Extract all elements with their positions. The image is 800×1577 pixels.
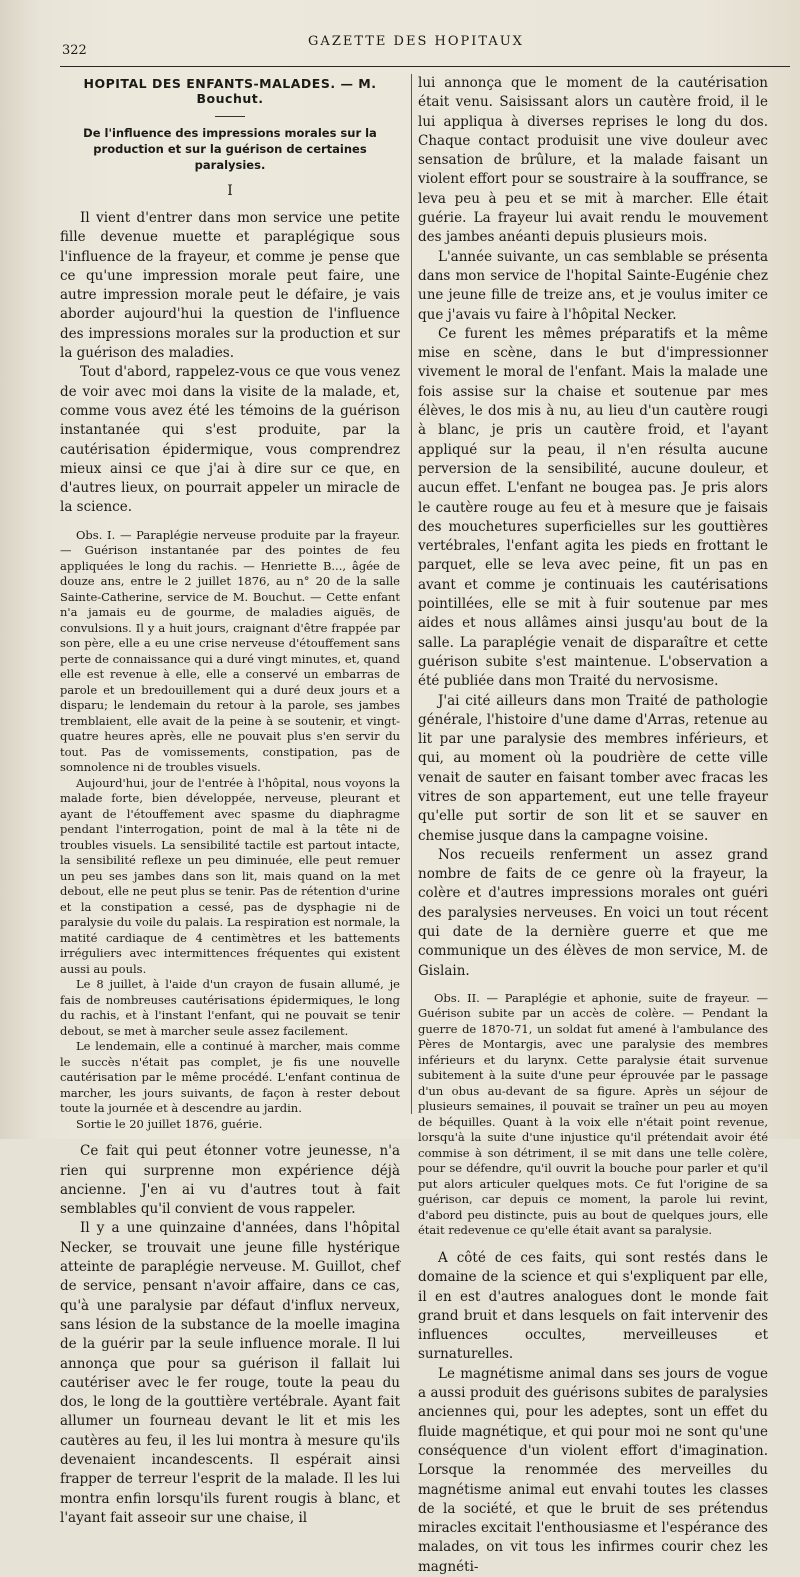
paragraph: Il y a une quinzaine d'années, dans l'hôpital Necker, se trouvait une jeune fille hystérique atteinte de paraplégie nerveuse. M. Guillot, chef de service, pensant n'avoir affaire, dans ce cas, qu'à une paralysie par défaut d'influx nerveux, sans lésion de la substance de la moelle imagina de la guérir par la seule influence morale. Il lui annonça que pour sa guérison il fallait lui cautériser avec le fer rouge, toute la peau du dos, le long de la gouttière vertébrale. Ayant fait allumer un fourneau devant le lit et mis les cautères au feu, il les lui montra à mesure qu'ils devenaient incandescents. Il espérait ainsi frapper de terreur l'esprit de la malade. Il les lui montra enfin lorsqu'ils furent rougis à blanc, et l'ayant fait asseoir sur une chaise, il [60,1220,400,1526]
header-rule [60,66,790,67]
paragraph: J'ai cité ailleurs dans mon Traité de pathologie générale, l'histoire d'une dame d'Arras, retenue au lit par une paralysie des membres inférieurs, et qui, au moment où la poudrière de cette ville venait de sauter en faisant tomber avec fracas les vitres de son appartement, eut une telle frayeur qu'elle put sortir de son lit et se sauver en chemise jusque dans la campagne voisine. [418,692,768,844]
paragraph: Nos recueils renferment un assez grand nombre de faits de ce genre où la frayeur, la colère et d'autres impressions morales ont guéri des paralysies nerveuses. En voici un tout récent qui date de la dernière guerre et que me communique un des élèves de mon service, M. de Gislain. [418,846,768,979]
running-title: GAZETTE DES HOPITAUX [308,34,524,49]
paragraph: Il vient d'entrer dans mon service une petite fille devenue muette et paraplégique sous l'influence de la frayeur, et comme je pense que ce qu'une impression morale peut faire, une autre impression morale peut le défaire, je vais aborder aujourd'hui la question de l'influence des impressions morales sur la production et sur la guérison des maladies. [60,210,400,362]
paragraph: lui annonça que le moment de la cautérisation était venu. Saisissant alors un cautère froid, il le lui appliqua à diverses reprises le long du dos. Chaque contact produisit une vive douleur avec sensation de brûlure, et la malade faisant un violent effort pour se soustraire à la souffrance, se leva peu à peu et se mit à marcher. Elle était guérie. La frayeur lui avait rendu le mouvement des jambes anéanti depuis plusieurs mois. [418,75,768,246]
right-column [418,74,768,1577]
page-number: 322 [62,43,87,58]
observation-paragraph: Sortie le 20 juillet 1876, guérie. [76,1116,263,1131]
article-subtitle: De l'influence des impressions morales sur la production et sur la guérison de certaines paralysies. [83,126,377,172]
paragraph: Ce fait qui peut étonner votre jeunesse, n'a rien qui surprenne mon expérience déjà ancienne. J'en ai vu d'autres tout à fait semblables qu'il convient de vous rappeler. [60,1143,400,1218]
observation-paragraph: Obs. II. — Paraplégie et aphonie, suite de frayeur. — Guérison subite par un accès de colère. — Pendant la guerre de 1870-71, un soldat fut amené à l'ambulance des Pères de Montargis, avec une paralysie des membres inférieurs et du larynx. Cette paralysie était survenue subitement à la suite d'une peur éprouvée par le passage d'un obus au-devant de sa figure. Après un séjour de plusieurs semaines, il pouvait se traîner un peu au moyen de béquilles. Quant à la voix elle n'était point revenue, lorsqu'à la suite d'une injustice qu'il prétendait avoir été commise à son détriment, il se mit dans une telle colère, pour se défendre, qu'il ouvrit la bouche pour parler et qu'il put alors articuler quelques mots. Ce fut l'origine de sa guérison, car depuis ce moment, la parole lui revint, d'abord peu distincte, puis au bout de quelques jours, elle était redevenue ce qu'elle était avant sa paralysie. [418,990,768,1238]
observation-paragraph: Le lendemain, elle a continué à marcher, mais comme le succès n'était pas complet, je fis une nouvelle cautérisation par le même procédé. L'enfant continua de marcher, les jours suivants, de façon à rester debout toute la journée et à descendre au jardin. [60,1039,400,1116]
observation-paragraph: Le 8 juillet, à l'aide d'un crayon de fusain allumé, je fais de nombreuses cautérisations épidermiques, le long du rachis, et à l'instant l'enfant, qui ne pouvait se tenir debout, se met à marcher seule assez facilement. [60,977,400,1038]
page-header [56,30,776,60]
section-number: I [227,183,233,199]
paragraph: L'année suivante, un cas semblable se présenta dans mon service de l'hopital Sainte-Eugénie chez une jeune fille de treize ans, et je voulus imiter ce que j'avais vu faire à l'hôpital Necker. [418,248,768,323]
paragraph: Tout d'abord, rappelez-vous ce que vous venez de voir avec moi dans la visite de la malade, et, comme vous avez été les témoins de la guérison instantanée qui s'est produite, par la cautérisation épidermique, vous comprendrez mieux ainsi ce que j'ai à dire sur ce que, en d'autres lieux, on pourrait appeler un miracle de la science. [60,364,400,516]
hospital-heading: HOPITAL DES ENFANTS-MALADES. — M. Bouchut. [83,76,377,106]
left-column [60,74,400,1528]
paragraph: Ce furent les mêmes préparatifs et la même mise en scène, dans le but d'impressionner vivement le moral de l'enfant. Mais la malade une fois assise sur la chaise et soutenue par mes élèves, le dos mis à nu, au lieu d'un cautère rougi à blanc, je pris un cautère froid, et l'ayant appliqué sur la peau, il n'en résulta aucune perversion de la sensibilité, aucune douleur, et aucun effet. L'enfant ne bougea pas. Je pris alors le cautère rouge au feu et à mesure que je faisais des mouchetures superficielles sur les gouttières vertébrales, l'enfant agita les pieds en frottant le parquet, elle se leva avec peine, fit un pas en avant et comme je continuais les cautérisations pointillées, elle se mit à fuir soutenue par mes aides et nous allâmes ainsi jusqu'au bout de la salle. La paraplégie venait de disparaître et cette guérison subite s'est maintenue. L'observation a été publiée dans mon Traité du nervosisme. [418,325,768,690]
observation-paragraph: Aujourd'hui, jour de l'entrée à l'hôpital, nous voyons la malade forte, bien développée, nerveuse, pleurant et ayant de l'étouffement avec spasme du diaphragme pendant l'interrogation, point de mal à la tête ni de troubles visuels. La sensibilité tactile est partout intacte, la sensibilité reflexe un peu diminuée, elle peut remuer un peu ses jambes dans son lit, mais quand on la met debout, elle ne peut plus se tenir. Pas de rétention d'urine et la constipation a cessé, pas de dysphagie ni de paralysie du voile du palais. La respiration est normale, la matité cardiaque de 4 centimètres et les battements irréguliers avec intermittences fréquentes qui existent aussi au pouls. [60,775,400,976]
paragraph: A côté de ces faits, qui sont restés dans le domaine de la science et qui s'expliquent par elle, il en est d'autres analogues dont le monde fait grand bruit et dans lesquels on fait intervenir des influences occultes, merveilleuses et surnaturelles. [418,1249,768,1363]
paragraph: Le magnétisme animal dans ses jours de vogue a aussi produit des guérisons subites de paralysies anciennes qui, pour les adeptes, sont un effet du fluide magnétique, et qui pour moi ne sont qu'une conséquence d'un violent effort d'imagination. Lorsque la renommée des merveilles du magnétisme animal eut envahi toutes les classes de la société, et que le bruit de ses prétendus miracles excitait l'enthousiasme et l'espérance des malades, on vit tous les infirmes courir chez les magnéti- [418,1365,768,1575]
observation-paragraph: Obs. I. — Paraplégie nerveuse produite par la frayeur. — Guérison instantanée par des pointes de feu appliquées le long du rachis. — Henriette B..., âgée de douze ans, entre le 2 juillet 1876, au n° 20 de la salle Sainte-Catherine, service de M. Bouchut. — Cette enfant n'a jamais eu de gourme, de maladies aiguës, de convulsions. Il y a huit jours, craignant d'être frappée par son père, elle a eu une crise nerveuse d'étouffement sans perte de connaissance qui a duré vingt minutes, et, quand elle est revenue à elle, elle a conservé un embarras de parole et un bredouillement qui a duré deux jours et a disparu; le lendemain du retour à la parole, ses jambes tremblaient, elle avait de la peine à se soutenir, et vingt-quatre heures après, elle ne pouvait plus s'en servir du tout. Pas de vomissements, constipation, pas de somnolence ni de troubles visuels. [60,527,400,775]
title-rule [215,116,245,117]
column-divider [411,74,412,1114]
